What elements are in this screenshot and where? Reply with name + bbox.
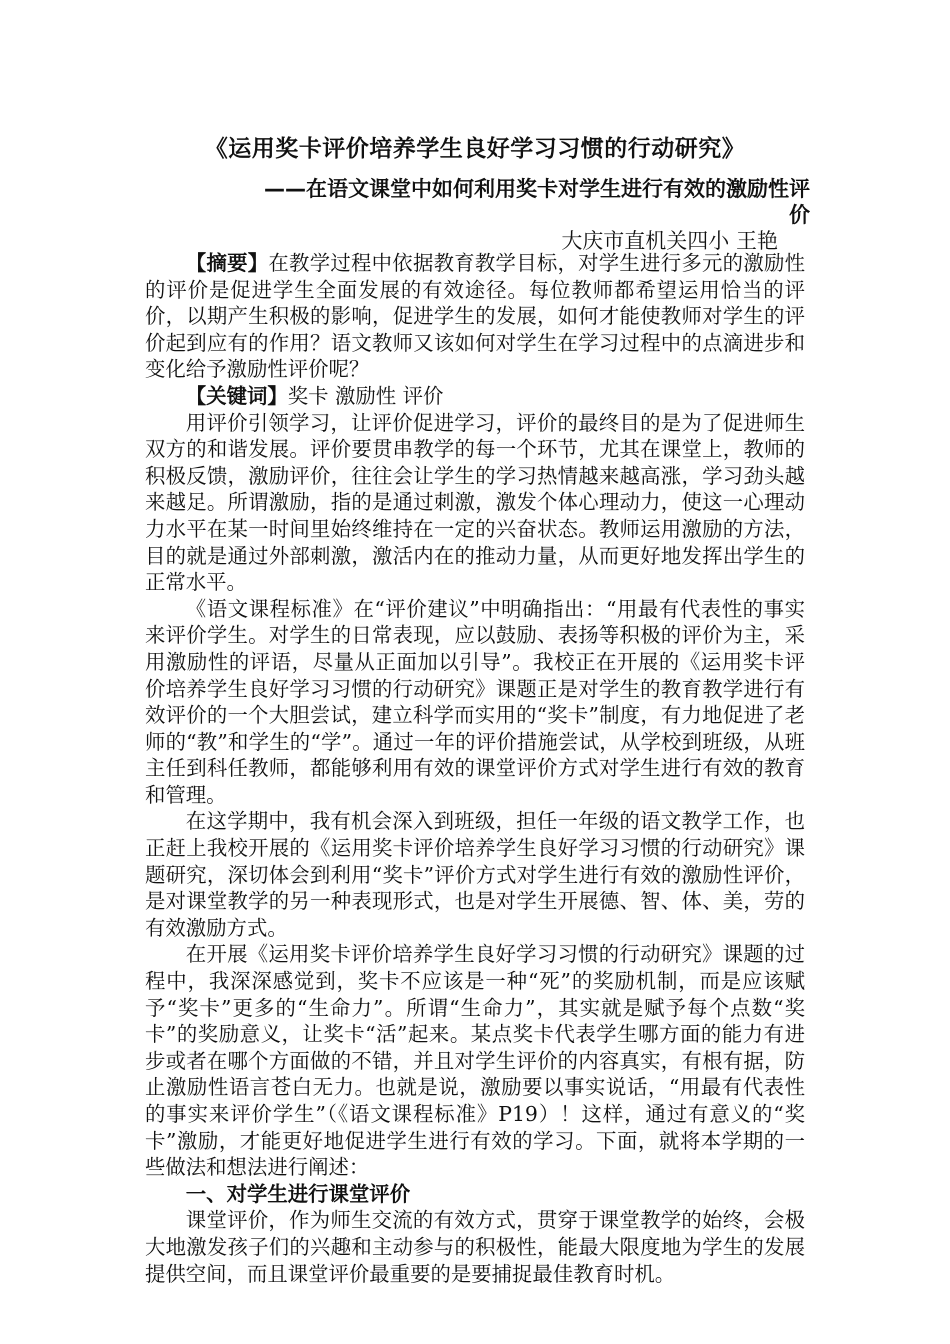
keywords-label: 【关键词】	[185, 383, 288, 408]
section-heading: 一、对学生进行课堂评价	[185, 1181, 411, 1206]
abstract-label: 【摘要】	[185, 251, 269, 275]
document-author: 大庆市直机关四小 王艳	[561, 229, 778, 253]
body-paragraph-4: 在开展《运用奖卡评价培养学生良好学习习惯的行动研究》课题的过程中，我深深感觉到，奖卡不应该是一种“死”的奖励机制，而是应该赋予“奖卡”更多的“生命力”。所谓“生命力”，其实就是赋予每个点数“奖卡”的奖励意义，让奖卡“活”起来。某点奖卡代表学生哪方面的能力有进步或者在哪个方面做的不错，并且对学生评价的内容真实，有根有据，防止激励性语言苍白无力。也就是说，激励要以事实说话，“用最有代表性的事实来评价学生”（《语文课程标准》P19）！这样，通过有意义的“奖卡”激励，才能更好地促进学生进行有效的学习。下面，就将本学期的一些做法和想法进行阐述：	[145, 942, 805, 1180]
abstract-text: 在教学过程中依据教育教学目标，对学生进行多元的激励性的评价是促进学生全面发展的有效途径。每位教师都希望运用恰当的评价，以期产生积极的影响，促进学生的发展，如何才能使教师对学生的评价起到应有的作用？语文教师又该如何对学生在学习过程中的点滴进步和变化给予激励性评价呢？	[145, 251, 806, 382]
body-paragraph-1: 用评价引领学习，让评价促进学习，评价的最终目的是为了促进师生双方的和谐发展。评价要贯串教学的每一个环节，尤其在课堂上，教师的积极反馈，激励评价，往往会让学生的学习热情越来越高涨，学习劲头越来越足。所谓激励，指的是通过刺激，激发个体心理动力，使这一心理动力水平在某一时间里始终维持在一定的兴奋状态。教师运用激励的方法，目的就是通过外部刺激，激活内在的推动力量，从而更好地发挥出学生的正常水平。	[145, 410, 805, 595]
section-paragraph: 课堂评价，作为师生交流的有效方式，贯穿于课堂教学的始终，会极大地激发孩子们的兴趣和主动参与的积极性，能最大限度地为学生的发展提供空间，而且课堂评价最重要的是要捕捉最佳教育时机。	[145, 1208, 805, 1286]
body-paragraph-2: 《语文课程标准》在“评价建议”中明确指出：“用最有代表性的事实来评价学生。对学生的日常表现，应以鼓励、表扬等积极的评价为主，采用激励性的评语，尽量从正面加以引导”。我校正在开展的《运用奖卡评价培养学生良好学习习惯的行动研究》课题正是对学生的教育教学进行有效评价的一个大胆尝试，建立科学而实用的“奖卡”制度，有力地促进了老师的“教”和学生的“学”。通过一年的评价措施尝试，从学校到班级，从班主任到科任教师，都能够利用有效的课堂评价方式对学生进行有效的教育和管理。	[145, 596, 805, 807]
document-subtitle: ——在语文课堂中如何利用奖卡对学生进行有效的激励性评价	[264, 177, 810, 227]
document-body	[145, 250, 805, 1287]
keywords-paragraph	[145, 383, 805, 410]
abstract-paragraph	[145, 250, 805, 383]
body-paragraph-3: 在这学期中，我有机会深入到班级，担任一年级的语文教学工作，也正赶上我校开展的《运用奖卡评价培养学生良好学习习惯的行动研究》课题研究，深切体会到利用“奖卡”评价方式对学生进行有效的激励性评价，是对课堂教学的另一种表现形式，也是对学生开展德、智、体、美，劳的有效激励方式。	[145, 809, 805, 940]
document-title: 《运用奖卡评价培养学生良好学习习惯的行动研究》	[204, 136, 746, 162]
keywords-text: 奖卡 激励性 评价	[287, 383, 444, 408]
